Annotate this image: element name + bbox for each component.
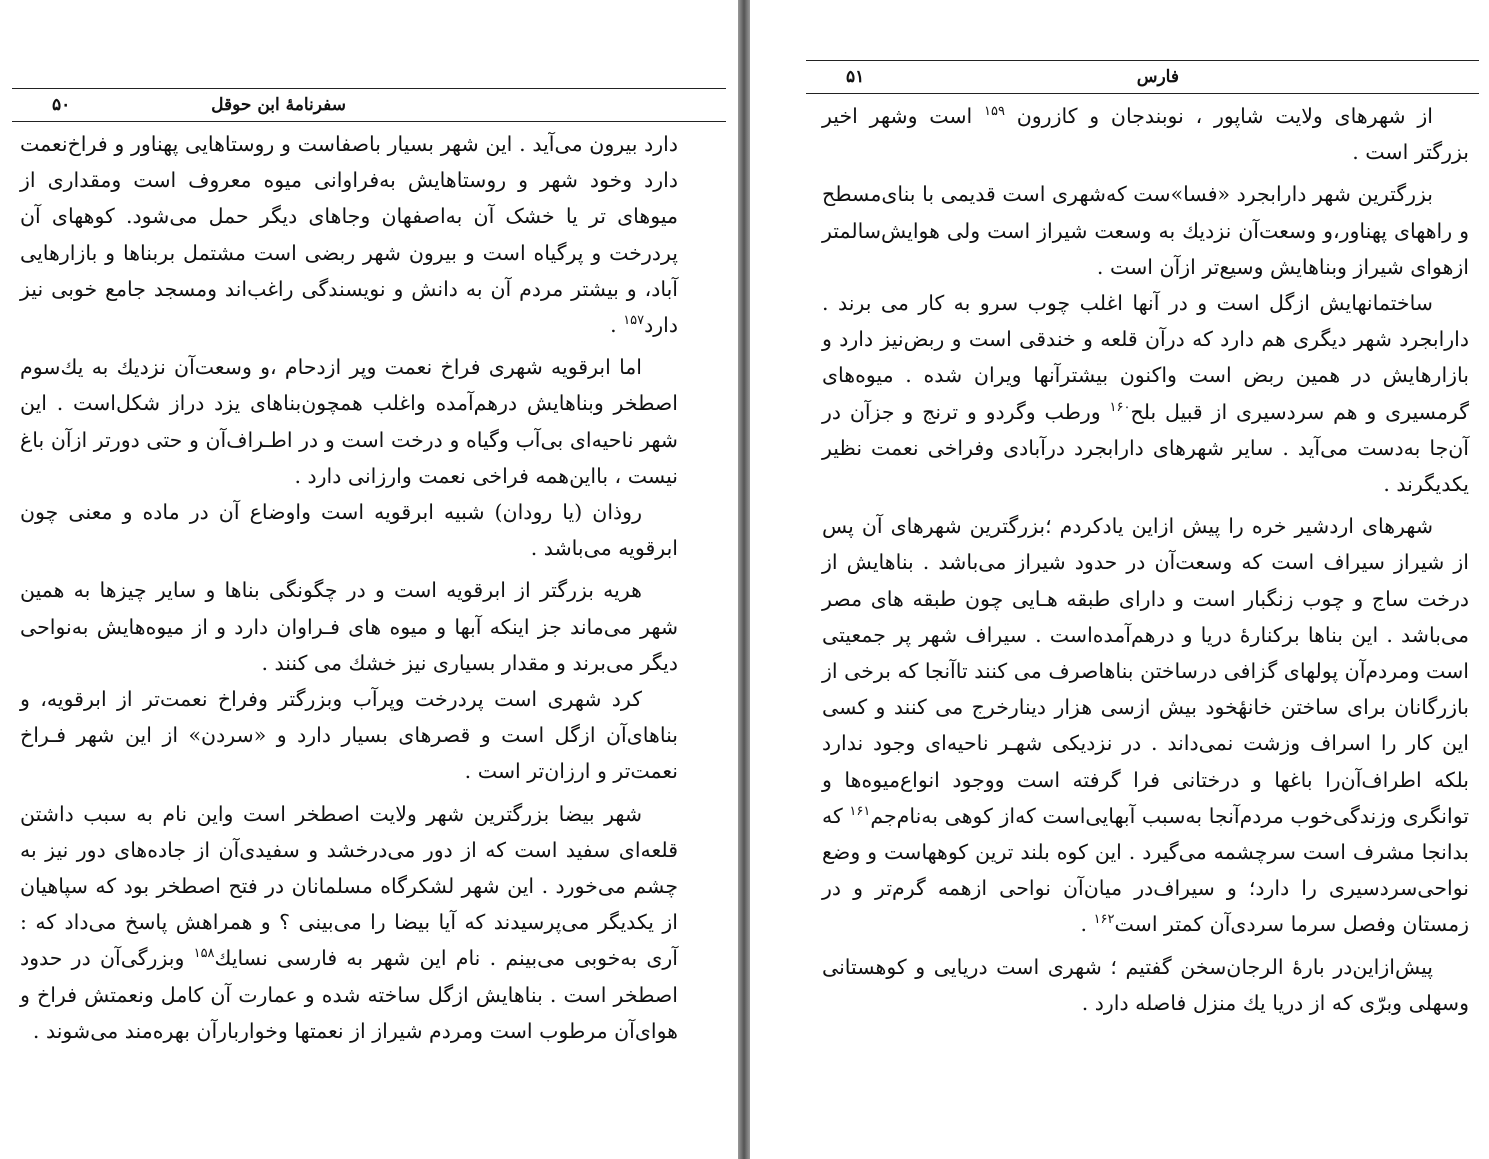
paragraph-text: از شهرهای ولایت شاپور ، نوبندجان و کازرون — [1016, 104, 1433, 128]
left-page — [0, 0, 738, 1159]
footnote-ref-157: ۱۵۷ — [623, 313, 645, 329]
right-page-body — [822, 98, 1469, 1021]
left-page-header — [12, 88, 726, 122]
paragraph-text: شهرهای اردشیر خره را پیش ازاین یادکردم ؛بزرگترین شهرهای آن پس از شیراز سیراف است که وسعت‌آن در حدود شیراز می‌باشد . بناهایش از درخت ساج و چوب زنگبار است و دارای طبقه هـایی چون طبقه های مصر می‌باشد . این بناها برکنارهٔ دریا و درهم‌آمده‌است . سیراف شهر پر جمعیتی است ومردم‌آن پولهای گزافی درساختن بناهاصرف می کنند تاآنجا که برخی از بازرگانان برای ساختن خانهٔخود بیش ازسی هزار دینارخرج می کنند و کسی این کار را اسراف وزشت نمی‌داند . در نزدیکی شهـر ناحیه‌ای وجود ندارد بلکه اطراف‌آن‌را باغها و درختانی فرا گرفته است ووجود انواع‌میوه‌ها و توانگری وزندگی‌خوب مردم‌آنجا به‌سبب آبهایی‌است که‌از کوهی به‌نام‌جم — [822, 514, 1469, 828]
footnote-ref-159: ۱۵۹ — [984, 104, 1005, 120]
paragraph — [822, 285, 1469, 502]
footnote-ref-162: ۱۶۲ — [1093, 912, 1115, 928]
paragraph-tail: . — [1080, 912, 1094, 937]
paragraph-text: ورطب وگردو و ترنج و جزآن در آن‌جا به‌دست می‌آید . سایر شهرهای دارابجرد درآبادی وفراخی نعمت نظیر یکدیگرند . — [822, 399, 1469, 497]
paragraph-text: است وشهر اخیر بزرگتر است . — [822, 104, 1469, 165]
paragraph: هریه بزرگتر از ابرقویه است و در چگونگی بناها و سایر چیزها به همین شهر می‌ماند جز اینکه آبها و میوه های فـراوان دارد و از میوه‌هایش به‌نواحی دیگر می‌برند و مقدار بسیاری نیز خشك می کنند . — [20, 578, 678, 675]
book-gutter — [738, 0, 750, 1159]
left-page-body — [20, 126, 678, 1049]
paragraph: پیش‌ازاین‌در بارهٔ الرجان‌سخن گفتیم ؛ شهری است دریایی و کوهستانی وسهلی وبرّی که از دریا يك منزل فاصله دارد . — [822, 954, 1469, 1015]
right-page-number: ۵۱ — [846, 67, 865, 87]
paragraph: بزرگترین شهر دارابجرد «فسا»ست که‌شهری است قدیمی با بنای‌مسطح و راههای پهناور،و وسعت‌آن نزدیك به وسعت شیراز است ولی هوایش‌سالمتر ازهوای شیراز وبناهایش وسیع‌تر ازآن است . — [822, 182, 1469, 279]
paragraph-text: ساختمانهایش ازگل است و در آنها اغلب چوب سرو به کار می برند . دارابجرد شهر دیگری هم دارد که درآن قلعه و خندقی است و ربض‌نیز دارد و بازارهایش در همین ربض است واکنون بیشترآنها ویران شده . میوه‌های گرمسیری و هم سردسیری از قبیل بلح — [822, 291, 1470, 424]
paragraph-text: که بدانجا مشرف است سرچشمه می‌گیرد . این کوه بلند ترین کوههاست و وضع نواحی‌سردسیری را دارد؛ و سیراف‌در میان‌آن نواحی ازهمه گرم‌تر و در زمستان وفصل سرما سردی‌آن کمتر است — [822, 803, 1469, 937]
paragraph-tail: . — [610, 313, 624, 338]
paragraph-text: دارد بیرون می‌آید . این شهر بسیار باصفاست و روستاهایی پهناور و فراخ‌نعمت دارد وخود شهر و روستاهایش به‌فراوانی میوه معروف است ومقداری از میوهای تر یا خشک آن به‌اصفهان وجاهای دیگر حمل می‌شود. کوههای آن پردرخت و پرگیاه است و بیرون شهر ربضی است مشتمل بربناها و بازارهایی آباد، و بیشتر مردم آن به دانش و نویسندگی راغب‌اند ومسجد جامع خوبی نیز دارد — [20, 132, 678, 338]
paragraph: روذان (یا رودان) شبیه ابرقویه است واوضاع آن در ماده و معنی چون ابرقویه می‌باشد . — [20, 500, 678, 561]
right-page — [750, 0, 1489, 1159]
paragraph — [20, 126, 678, 343]
right-page-header — [806, 60, 1479, 94]
footnote-ref-158: ۱۵۸ — [193, 946, 215, 962]
footnote-ref-161: ۱۶۱ — [849, 804, 871, 820]
paragraph-text: وبزرگی‌آن در حدود اصطخر است . بناهایش ازگل ساخته شده و عمارت آن کامل ونعمتش فراخ و هوای‌آن مرطوب است ومردم شیراز از نعمتها وخواربارآن بهره‌مند می‌شوند . — [20, 946, 678, 1043]
paragraph — [822, 98, 1469, 170]
paragraph — [20, 796, 678, 1049]
paragraph-text: شهر بیضا بزرگترین شهر ولایت اصطخر است واین نام به سبب داشتن قلعه‌ای سفید است که از دور می‌درخشد و سفیدی‌آن از جاده‌های دور نیز به چشم می‌خورد . این شهر لشکرگاه مسلمانان در فتح اصطخر بود که سپاهیان از یکدیگر می‌پرسیدند که آیا بیضا را می‌بینی ؟ و همراهش پاسخ می‌داد که : آری به‌خوبی می‌بینم . نام این شهر به فارسی نسایك — [20, 801, 678, 971]
paragraph — [822, 508, 1469, 942]
footnote-ref-160: ۱۶۰ — [1109, 399, 1131, 415]
left-running-title: سفرنامهٔ ابن حوقل — [211, 95, 346, 115]
paragraph: کرد شهری است پردرخت وپرآب وبزرگتر وفراخ نعمت‌تر از ابرقویه، و بناهای‌آن ازگل است و قصرهای بسیار دارد و «سردن» از این شهر فـراخ نعمت‌تر و ارزان‌تر است . — [20, 687, 678, 784]
left-page-number: ۵۰ — [52, 95, 71, 115]
right-running-title: فارس — [1136, 67, 1179, 87]
paragraph: اما ابرقویه شهری فراخ نعمت وپر ازدحام ،و وسعت‌آن نزدیك به يك‌سوم اصطخر وبناهایش درهم‌آمده واغلب همچون‌بناهای یزد دراز شکل‌است . این شهر ناحیه‌ای بی‌آب وگیاه و درخت است و در اطـراف‌آن و حتی دورتر از‌آن باغ نیست ، بااین‌همه فراخی نعمت وارزانی دارد . — [20, 355, 678, 488]
